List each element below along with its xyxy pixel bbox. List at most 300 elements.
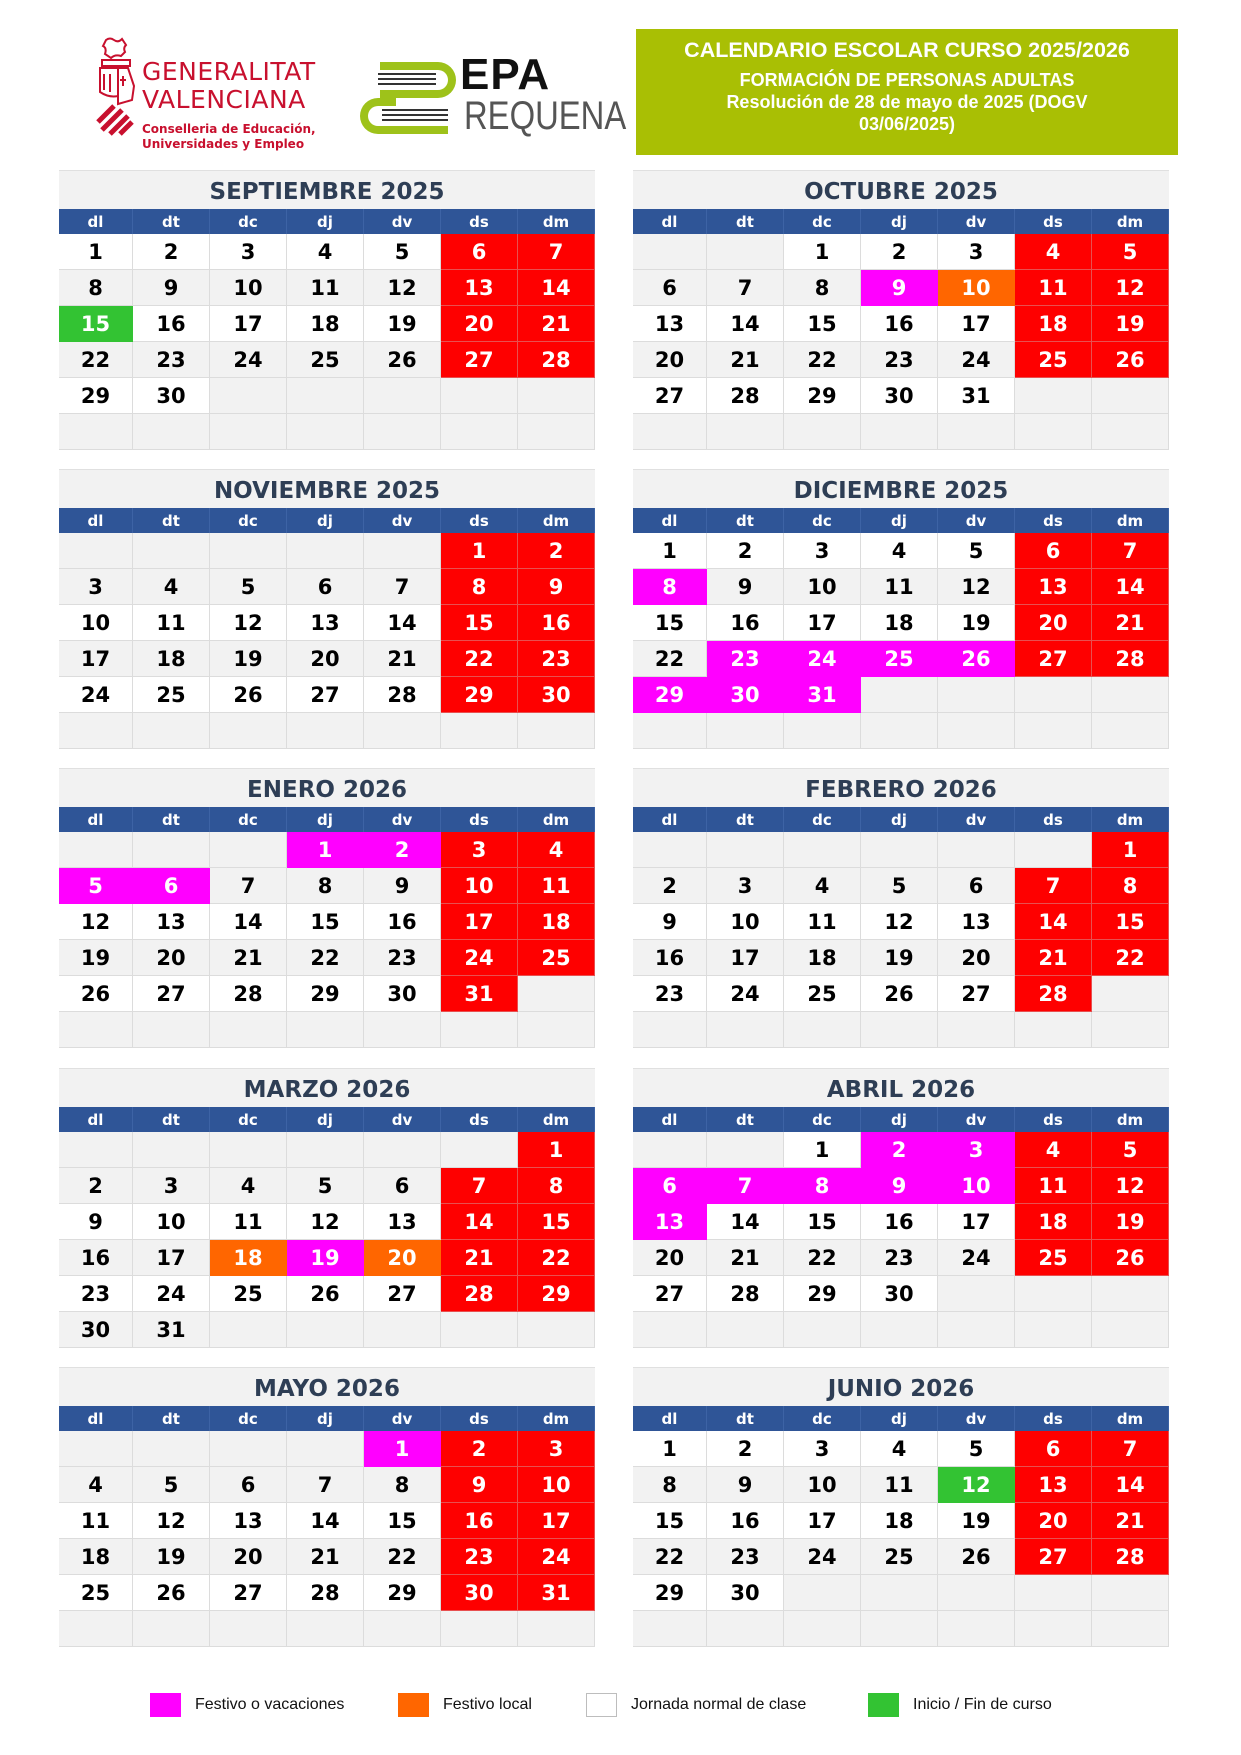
day-cell: 15 bbox=[441, 605, 518, 641]
day-cell: 25 bbox=[861, 1539, 938, 1575]
week-row bbox=[633, 1611, 1169, 1647]
weekday-label: dm bbox=[518, 209, 595, 235]
day-cell: 27 bbox=[938, 976, 1015, 1012]
empty-cell bbox=[1092, 713, 1169, 749]
day-cell: 10 bbox=[518, 1467, 595, 1503]
day-cell: 21 bbox=[1092, 1503, 1169, 1539]
books-icon bbox=[360, 58, 460, 138]
day-cell: 23 bbox=[441, 1539, 518, 1575]
day-cell: 24 bbox=[707, 976, 784, 1012]
empty-cell bbox=[59, 414, 133, 450]
empty-cell bbox=[1015, 1312, 1092, 1348]
day-cell: 3 bbox=[784, 1431, 861, 1467]
day-cell: 11 bbox=[210, 1204, 287, 1240]
empty-cell bbox=[210, 378, 287, 414]
day-cell: 4 bbox=[518, 832, 595, 868]
week-row bbox=[59, 1276, 595, 1312]
day-cell: 18 bbox=[861, 605, 938, 641]
resolution-note: Resolución de 28 de mayo de 2025 (DOGV 03/06/2025) bbox=[726, 92, 1088, 134]
empty-cell bbox=[784, 832, 861, 868]
day-cell: 3 bbox=[784, 533, 861, 569]
day-cell: 14 bbox=[287, 1503, 364, 1539]
day-cell: 20 bbox=[210, 1539, 287, 1575]
day-cell: 6 bbox=[633, 270, 707, 306]
day-cell: 3 bbox=[441, 832, 518, 868]
day-cell: 7 bbox=[1092, 533, 1169, 569]
day-cell: 2 bbox=[518, 533, 595, 569]
day-cell: 24 bbox=[784, 1539, 861, 1575]
day-cell: 30 bbox=[518, 677, 595, 713]
day-cell: 4 bbox=[861, 1431, 938, 1467]
day-cell: 8 bbox=[1092, 868, 1169, 904]
day-cell: 5 bbox=[938, 1431, 1015, 1467]
day-cell: 22 bbox=[59, 342, 133, 378]
day-cell: 22 bbox=[784, 342, 861, 378]
day-cell: 16 bbox=[861, 1204, 938, 1240]
weekday-label: dv bbox=[364, 209, 441, 235]
empty-cell bbox=[1015, 677, 1092, 713]
day-cell: 13 bbox=[1015, 569, 1092, 605]
empty-cell bbox=[633, 713, 707, 749]
weekday-label: dc bbox=[784, 209, 861, 235]
day-cell: 31 bbox=[518, 1575, 595, 1611]
week-row bbox=[59, 641, 595, 677]
weekday-label: dt bbox=[133, 807, 210, 833]
day-cell: 15 bbox=[518, 1204, 595, 1240]
empty-cell bbox=[633, 234, 707, 270]
day-cell: 22 bbox=[784, 1240, 861, 1276]
weekday-label: dl bbox=[633, 1107, 707, 1133]
day-cell: 24 bbox=[59, 677, 133, 713]
day-cell: 31 bbox=[133, 1312, 210, 1348]
week-row bbox=[59, 342, 595, 378]
empty-cell bbox=[441, 1012, 518, 1048]
week-row bbox=[59, 1132, 595, 1168]
empty-cell bbox=[59, 1431, 133, 1467]
day-cell: 5 bbox=[59, 868, 133, 904]
day-cell: 5 bbox=[861, 868, 938, 904]
day-cell: 27 bbox=[633, 1276, 707, 1312]
day-cell: 27 bbox=[364, 1276, 441, 1312]
legend-swatch bbox=[150, 1693, 181, 1717]
month-title: OCTUBRE 2025 bbox=[633, 170, 1169, 209]
day-cell: 31 bbox=[938, 378, 1015, 414]
day-cell: 4 bbox=[287, 234, 364, 270]
empty-cell bbox=[518, 1312, 595, 1348]
weekday-label: ds bbox=[1015, 807, 1092, 833]
week-row bbox=[633, 533, 1169, 569]
week-row bbox=[633, 904, 1169, 940]
day-cell: 30 bbox=[441, 1575, 518, 1611]
day-cell: 6 bbox=[938, 868, 1015, 904]
day-cell: 23 bbox=[707, 1539, 784, 1575]
empty-cell bbox=[133, 1611, 210, 1647]
weekday-label: dc bbox=[210, 508, 287, 534]
empty-cell bbox=[518, 378, 595, 414]
day-cell: 3 bbox=[938, 234, 1015, 270]
empty-cell bbox=[784, 414, 861, 450]
week-row bbox=[633, 940, 1169, 976]
empty-cell bbox=[938, 1575, 1015, 1611]
day-cell: 1 bbox=[364, 1431, 441, 1467]
day-cell: 9 bbox=[59, 1204, 133, 1240]
day-cell: 4 bbox=[1015, 234, 1092, 270]
day-cell: 3 bbox=[938, 1132, 1015, 1168]
empty-cell bbox=[1092, 976, 1169, 1012]
day-cell: 16 bbox=[707, 605, 784, 641]
empty-cell bbox=[784, 1575, 861, 1611]
week-row bbox=[59, 1467, 595, 1503]
weekday-label: dj bbox=[861, 508, 938, 534]
empty-cell bbox=[441, 1312, 518, 1348]
day-cell: 13 bbox=[287, 605, 364, 641]
day-cell: 5 bbox=[210, 569, 287, 605]
day-cell: 7 bbox=[1092, 1431, 1169, 1467]
weekday-label: ds bbox=[441, 807, 518, 833]
day-cell: 10 bbox=[707, 904, 784, 940]
day-cell: 15 bbox=[1092, 904, 1169, 940]
week-row bbox=[59, 306, 595, 342]
day-cell: 2 bbox=[707, 533, 784, 569]
empty-cell bbox=[210, 1431, 287, 1467]
day-cell: 19 bbox=[1092, 306, 1169, 342]
week-row bbox=[633, 414, 1169, 450]
day-cell: 26 bbox=[938, 641, 1015, 677]
day-cell: 6 bbox=[133, 868, 210, 904]
day-cell: 23 bbox=[364, 940, 441, 976]
day-cell: 2 bbox=[441, 1431, 518, 1467]
weekday-label: ds bbox=[441, 1406, 518, 1432]
empty-cell bbox=[210, 533, 287, 569]
week-row bbox=[59, 940, 595, 976]
empty-cell bbox=[861, 677, 938, 713]
weekday-header bbox=[633, 209, 1169, 234]
empty-cell bbox=[938, 1611, 1015, 1647]
day-cell: 21 bbox=[1092, 605, 1169, 641]
weekday-label: dm bbox=[1092, 209, 1169, 235]
month-calendar bbox=[633, 1367, 1169, 1647]
week-row bbox=[633, 1276, 1169, 1312]
legend-item-festivo-local: Festivo local bbox=[398, 1692, 532, 1718]
weekday-label: ds bbox=[441, 508, 518, 534]
day-cell: 18 bbox=[287, 306, 364, 342]
month-title: ENERO 2026 bbox=[59, 768, 595, 807]
day-cell: 10 bbox=[133, 1204, 210, 1240]
day-cell: 25 bbox=[1015, 1240, 1092, 1276]
day-cell: 18 bbox=[1015, 1204, 1092, 1240]
day-cell: 10 bbox=[59, 605, 133, 641]
day-cell: 18 bbox=[784, 940, 861, 976]
weekday-header bbox=[59, 209, 595, 234]
day-cell: 24 bbox=[518, 1539, 595, 1575]
day-cell: 13 bbox=[133, 904, 210, 940]
empty-cell bbox=[1092, 1312, 1169, 1348]
calendar-subtitle: FORMACIÓN DE PERSONAS ADULTAS bbox=[739, 70, 1075, 90]
day-cell: 28 bbox=[364, 677, 441, 713]
week-row bbox=[633, 1503, 1169, 1539]
empty-cell bbox=[210, 1012, 287, 1048]
empty-cell bbox=[441, 1611, 518, 1647]
empty-cell bbox=[59, 1132, 133, 1168]
empty-cell bbox=[364, 378, 441, 414]
day-cell: 21 bbox=[518, 306, 595, 342]
calendar-title-box bbox=[636, 29, 1178, 155]
day-cell: 28 bbox=[441, 1276, 518, 1312]
weekday-label: dt bbox=[707, 1107, 784, 1133]
empty-cell bbox=[210, 713, 287, 749]
empty-cell bbox=[938, 1312, 1015, 1348]
day-cell: 16 bbox=[59, 1240, 133, 1276]
empty-cell bbox=[861, 1611, 938, 1647]
empty-cell bbox=[707, 234, 784, 270]
day-cell: 3 bbox=[210, 234, 287, 270]
legend-item-festivo: Festivo o vacaciones bbox=[150, 1692, 344, 1718]
day-cell: 16 bbox=[707, 1503, 784, 1539]
day-cell: 23 bbox=[861, 342, 938, 378]
empty-cell bbox=[633, 1132, 707, 1168]
empty-cell bbox=[364, 414, 441, 450]
day-cell: 26 bbox=[938, 1539, 1015, 1575]
day-cell: 17 bbox=[518, 1503, 595, 1539]
month-title: NOVIEMBRE 2025 bbox=[59, 469, 595, 508]
week-row bbox=[633, 832, 1169, 868]
day-cell: 11 bbox=[784, 904, 861, 940]
day-cell: 28 bbox=[210, 976, 287, 1012]
week-row bbox=[633, 270, 1169, 306]
generalitat-title: GENERALITAT VALENCIANA bbox=[142, 57, 316, 114]
day-cell: 3 bbox=[707, 868, 784, 904]
generalitat-valenciana-logo bbox=[92, 36, 332, 156]
weekday-label: dm bbox=[1092, 508, 1169, 534]
day-cell: 3 bbox=[133, 1168, 210, 1204]
weekday-label: dc bbox=[784, 1107, 861, 1133]
week-row bbox=[633, 1467, 1169, 1503]
empty-cell bbox=[59, 1611, 133, 1647]
day-cell: 4 bbox=[133, 569, 210, 605]
empty-cell bbox=[633, 1611, 707, 1647]
month-calendar bbox=[59, 469, 595, 749]
epa-requena-logo: EPA REQUENA bbox=[360, 58, 600, 146]
day-cell: 8 bbox=[364, 1467, 441, 1503]
day-cell: 14 bbox=[210, 904, 287, 940]
day-cell: 4 bbox=[210, 1168, 287, 1204]
day-cell: 30 bbox=[861, 378, 938, 414]
day-cell: 19 bbox=[1092, 1204, 1169, 1240]
empty-cell bbox=[633, 1012, 707, 1048]
legend bbox=[150, 1692, 1110, 1732]
day-cell: 6 bbox=[287, 569, 364, 605]
day-cell: 5 bbox=[133, 1467, 210, 1503]
day-cell: 22 bbox=[633, 1539, 707, 1575]
day-cell: 15 bbox=[633, 1503, 707, 1539]
weekday-label: dc bbox=[784, 807, 861, 833]
empty-cell bbox=[59, 1012, 133, 1048]
week-row bbox=[59, 904, 595, 940]
day-cell: 20 bbox=[938, 940, 1015, 976]
empty-cell bbox=[938, 677, 1015, 713]
week-row bbox=[59, 832, 595, 868]
empty-cell bbox=[1092, 414, 1169, 450]
empty-cell bbox=[1092, 378, 1169, 414]
empty-cell bbox=[1015, 414, 1092, 450]
day-cell: 31 bbox=[784, 677, 861, 713]
day-cell: 18 bbox=[518, 904, 595, 940]
empty-cell bbox=[518, 414, 595, 450]
day-cell: 12 bbox=[938, 569, 1015, 605]
day-cell: 7 bbox=[287, 1467, 364, 1503]
empty-cell bbox=[441, 378, 518, 414]
empty-cell bbox=[364, 1611, 441, 1647]
week-row bbox=[59, 1204, 595, 1240]
day-cell: 29 bbox=[364, 1575, 441, 1611]
empty-cell bbox=[707, 713, 784, 749]
day-cell: 9 bbox=[633, 904, 707, 940]
day-cell: 5 bbox=[1092, 234, 1169, 270]
day-cell: 29 bbox=[633, 1575, 707, 1611]
day-cell: 9 bbox=[441, 1467, 518, 1503]
day-cell: 24 bbox=[210, 342, 287, 378]
empty-cell bbox=[59, 713, 133, 749]
empty-cell bbox=[287, 533, 364, 569]
weekday-label: dj bbox=[287, 807, 364, 833]
empty-cell bbox=[518, 1611, 595, 1647]
empty-cell bbox=[133, 1132, 210, 1168]
calendar-title: CALENDARIO ESCOLAR CURSO 2025/2026 bbox=[684, 38, 1130, 62]
week-row bbox=[59, 1539, 595, 1575]
day-cell: 27 bbox=[1015, 1539, 1092, 1575]
month-title: MAYO 2026 bbox=[59, 1367, 595, 1406]
day-cell: 24 bbox=[784, 641, 861, 677]
week-row bbox=[59, 976, 595, 1012]
day-cell: 16 bbox=[633, 940, 707, 976]
week-row bbox=[59, 533, 595, 569]
day-cell: 13 bbox=[633, 306, 707, 342]
day-cell: 11 bbox=[1015, 1168, 1092, 1204]
day-cell: 27 bbox=[1015, 641, 1092, 677]
day-cell: 25 bbox=[784, 976, 861, 1012]
weekday-label: ds bbox=[1015, 508, 1092, 534]
day-cell: 27 bbox=[210, 1575, 287, 1611]
day-cell: 15 bbox=[364, 1503, 441, 1539]
day-cell: 9 bbox=[861, 270, 938, 306]
day-cell: 15 bbox=[784, 306, 861, 342]
day-cell: 11 bbox=[518, 868, 595, 904]
day-cell: 8 bbox=[633, 1467, 707, 1503]
day-cell: 28 bbox=[1092, 1539, 1169, 1575]
week-row bbox=[633, 641, 1169, 677]
day-cell: 8 bbox=[287, 868, 364, 904]
empty-cell bbox=[1092, 1611, 1169, 1647]
weekday-label: dm bbox=[518, 1406, 595, 1432]
weekday-label: dc bbox=[210, 1406, 287, 1432]
day-cell: 26 bbox=[287, 1276, 364, 1312]
day-cell: 12 bbox=[287, 1204, 364, 1240]
day-cell: 24 bbox=[938, 1240, 1015, 1276]
month-title: ABRIL 2026 bbox=[633, 1068, 1169, 1107]
week-row bbox=[633, 677, 1169, 713]
week-row bbox=[59, 414, 595, 450]
day-cell: 14 bbox=[441, 1204, 518, 1240]
week-row bbox=[59, 1611, 595, 1647]
day-cell: 22 bbox=[633, 641, 707, 677]
weekday-label: dt bbox=[707, 807, 784, 833]
month-calendar bbox=[633, 469, 1169, 749]
day-cell: 11 bbox=[287, 270, 364, 306]
day-cell: 14 bbox=[364, 605, 441, 641]
empty-cell bbox=[287, 1611, 364, 1647]
empty-cell bbox=[133, 1431, 210, 1467]
day-cell: 15 bbox=[633, 605, 707, 641]
weekday-label: dl bbox=[59, 807, 133, 833]
empty-cell bbox=[287, 1132, 364, 1168]
empty-cell bbox=[784, 1312, 861, 1348]
day-cell: 20 bbox=[364, 1240, 441, 1276]
empty-cell bbox=[133, 832, 210, 868]
week-row bbox=[633, 569, 1169, 605]
week-row bbox=[59, 1431, 595, 1467]
day-cell: 14 bbox=[1092, 569, 1169, 605]
day-cell: 12 bbox=[364, 270, 441, 306]
day-cell: 8 bbox=[518, 1168, 595, 1204]
empty-cell bbox=[1015, 832, 1092, 868]
weekday-label: ds bbox=[1015, 1406, 1092, 1432]
empty-cell bbox=[364, 1012, 441, 1048]
day-cell: 20 bbox=[1015, 1503, 1092, 1539]
day-cell: 18 bbox=[1015, 306, 1092, 342]
weekday-label: dl bbox=[59, 1406, 133, 1432]
empty-cell bbox=[861, 414, 938, 450]
day-cell: 26 bbox=[59, 976, 133, 1012]
week-row bbox=[59, 378, 595, 414]
day-cell: 22 bbox=[1092, 940, 1169, 976]
empty-cell bbox=[518, 1012, 595, 1048]
day-cell: 24 bbox=[938, 342, 1015, 378]
week-row bbox=[633, 378, 1169, 414]
empty-cell bbox=[938, 832, 1015, 868]
day-cell: 16 bbox=[364, 904, 441, 940]
day-cell: 9 bbox=[133, 270, 210, 306]
weekday-label: dl bbox=[633, 508, 707, 534]
weekday-header bbox=[633, 1107, 1169, 1132]
day-cell: 8 bbox=[784, 1168, 861, 1204]
week-row bbox=[633, 976, 1169, 1012]
day-cell: 8 bbox=[633, 569, 707, 605]
weekday-label: dc bbox=[210, 209, 287, 235]
day-cell: 7 bbox=[1015, 868, 1092, 904]
week-row bbox=[59, 234, 595, 270]
day-cell: 17 bbox=[938, 306, 1015, 342]
day-cell: 10 bbox=[938, 270, 1015, 306]
day-cell: 17 bbox=[938, 1204, 1015, 1240]
day-cell: 5 bbox=[287, 1168, 364, 1204]
day-cell: 14 bbox=[707, 306, 784, 342]
day-cell: 25 bbox=[210, 1276, 287, 1312]
weekday-label: dt bbox=[707, 209, 784, 235]
month-calendar bbox=[59, 1367, 595, 1647]
weekday-label: dm bbox=[518, 508, 595, 534]
day-cell: 8 bbox=[59, 270, 133, 306]
week-row bbox=[59, 1312, 595, 1348]
day-cell: 17 bbox=[707, 940, 784, 976]
day-cell: 7 bbox=[518, 234, 595, 270]
day-cell: 1 bbox=[287, 832, 364, 868]
week-row bbox=[59, 868, 595, 904]
day-cell: 22 bbox=[364, 1539, 441, 1575]
weekday-header bbox=[59, 508, 595, 533]
week-row bbox=[633, 605, 1169, 641]
week-row bbox=[633, 342, 1169, 378]
day-cell: 2 bbox=[133, 234, 210, 270]
